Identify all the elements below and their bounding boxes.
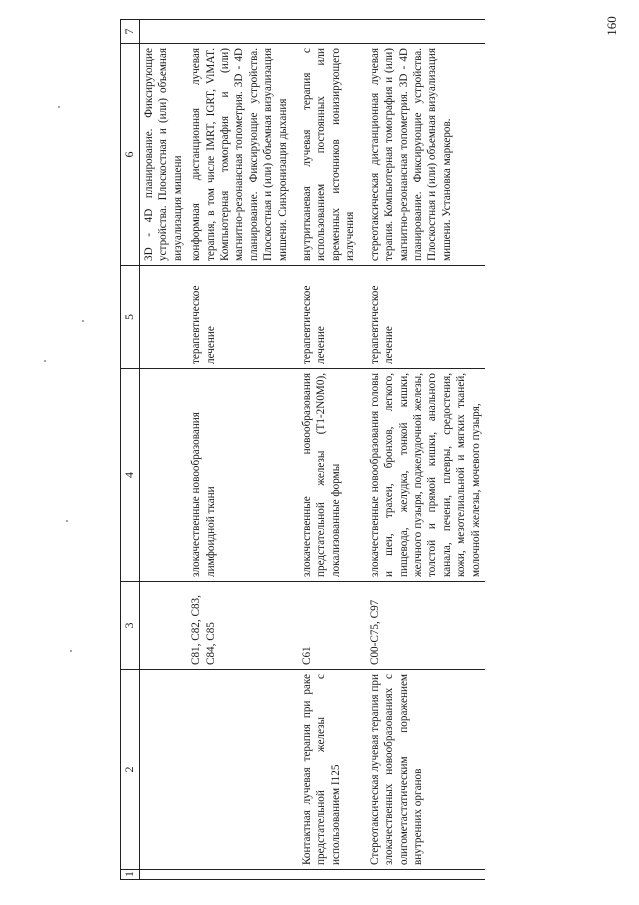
- method-cell: внутритканевая лучевая терапия с использованием постоянных или временных источников ионизирующего излучения: [298, 44, 360, 266]
- codes-cell: C00-C75, C97: [366, 582, 485, 670]
- table-row: [298, 20, 360, 880]
- model-cell: злокачественные новообразования головы и шеи, трахеи, бронхов, легкого, пищевода, желудка, тонкой кишки, желчного пузыря, поджелудочной железы, толстой и прямой кишки, анального канала, печени, плевры, средостения, кожи, мезотелиальной и мягких тканей, молочной железы, мочевого пузыря,: [366, 369, 485, 582]
- column-number-5: 5: [121, 266, 140, 369]
- scan-speck: [70, 650, 72, 652]
- column-number-6: 6: [121, 44, 140, 266]
- scan-speck: [58, 106, 60, 108]
- group-cell: Стереотаксическая лучевая терапия при злокачественных новообразованиях с олигометастатическим поражением внутренних органов: [366, 670, 485, 870]
- model-cell: [140, 369, 188, 582]
- table-row: [187, 20, 292, 880]
- medical-care-table: [120, 19, 485, 880]
- scan-speck: [82, 320, 84, 322]
- method-cell: конформная дистанционная лучевая терапия, в том числе IMRT, IGRT, ViMAT. Компьютерная томография и (или) магнитно-резонансная топометрия. 3D - 4D планирование. Фиксирующие устройства. Плоскостная и (или) объемная визуализация мишени. Синхронизация дыхания: [187, 44, 292, 266]
- table-row: [366, 20, 485, 880]
- column-number-row: [121, 20, 140, 880]
- column-number-4: 4: [121, 369, 140, 582]
- scan-speck: [44, 360, 46, 362]
- treatment-cell: терапевтическое лечение: [366, 266, 485, 369]
- treatment-cell: терапевтическое лечение: [298, 266, 360, 369]
- page-number: 160: [604, 16, 619, 36]
- group-cell: Контактная лучевая терапия при раке предстательной железы с использованием I125: [298, 670, 360, 870]
- treatment-cell: терапевтическое лечение: [187, 266, 292, 369]
- treatment-cell: [140, 266, 188, 369]
- method-cell: 3D - 4D планирование. Фиксирующие устройства. Плоскостная и (или) объемная визуализация мишени: [140, 44, 188, 266]
- column-number-3: 3: [121, 582, 140, 670]
- group-cell: [187, 670, 292, 870]
- column-number-7: 7: [121, 20, 140, 44]
- codes-cell: C81, C82, C83, C84, C85: [187, 582, 292, 670]
- table-row: [140, 20, 188, 880]
- codes-cell: [140, 582, 188, 670]
- codes-cell: C61: [298, 582, 360, 670]
- scan-speck: [66, 520, 68, 522]
- model-cell: злокачественные новообразования предстательной железы (T1-2N0M0), локализованные формы: [298, 369, 360, 582]
- group-cell: [140, 670, 188, 870]
- rotated-table-wrapper: [120, 20, 632, 880]
- column-number-1: 1: [121, 870, 140, 880]
- model-cell: злокачественные новообразования лимфоидной ткани: [187, 369, 292, 582]
- method-cell: стереотаксическая дистанционная лучевая терапия. Компьютерная томография и (или) магнитно-резонансная топометрия. 3D - 4D планирование. Фиксирующие устройства. Плоскостная и (или) объемная визуализация мишени. Установка маркеров.: [366, 44, 485, 266]
- column-number-2: 2: [121, 670, 140, 870]
